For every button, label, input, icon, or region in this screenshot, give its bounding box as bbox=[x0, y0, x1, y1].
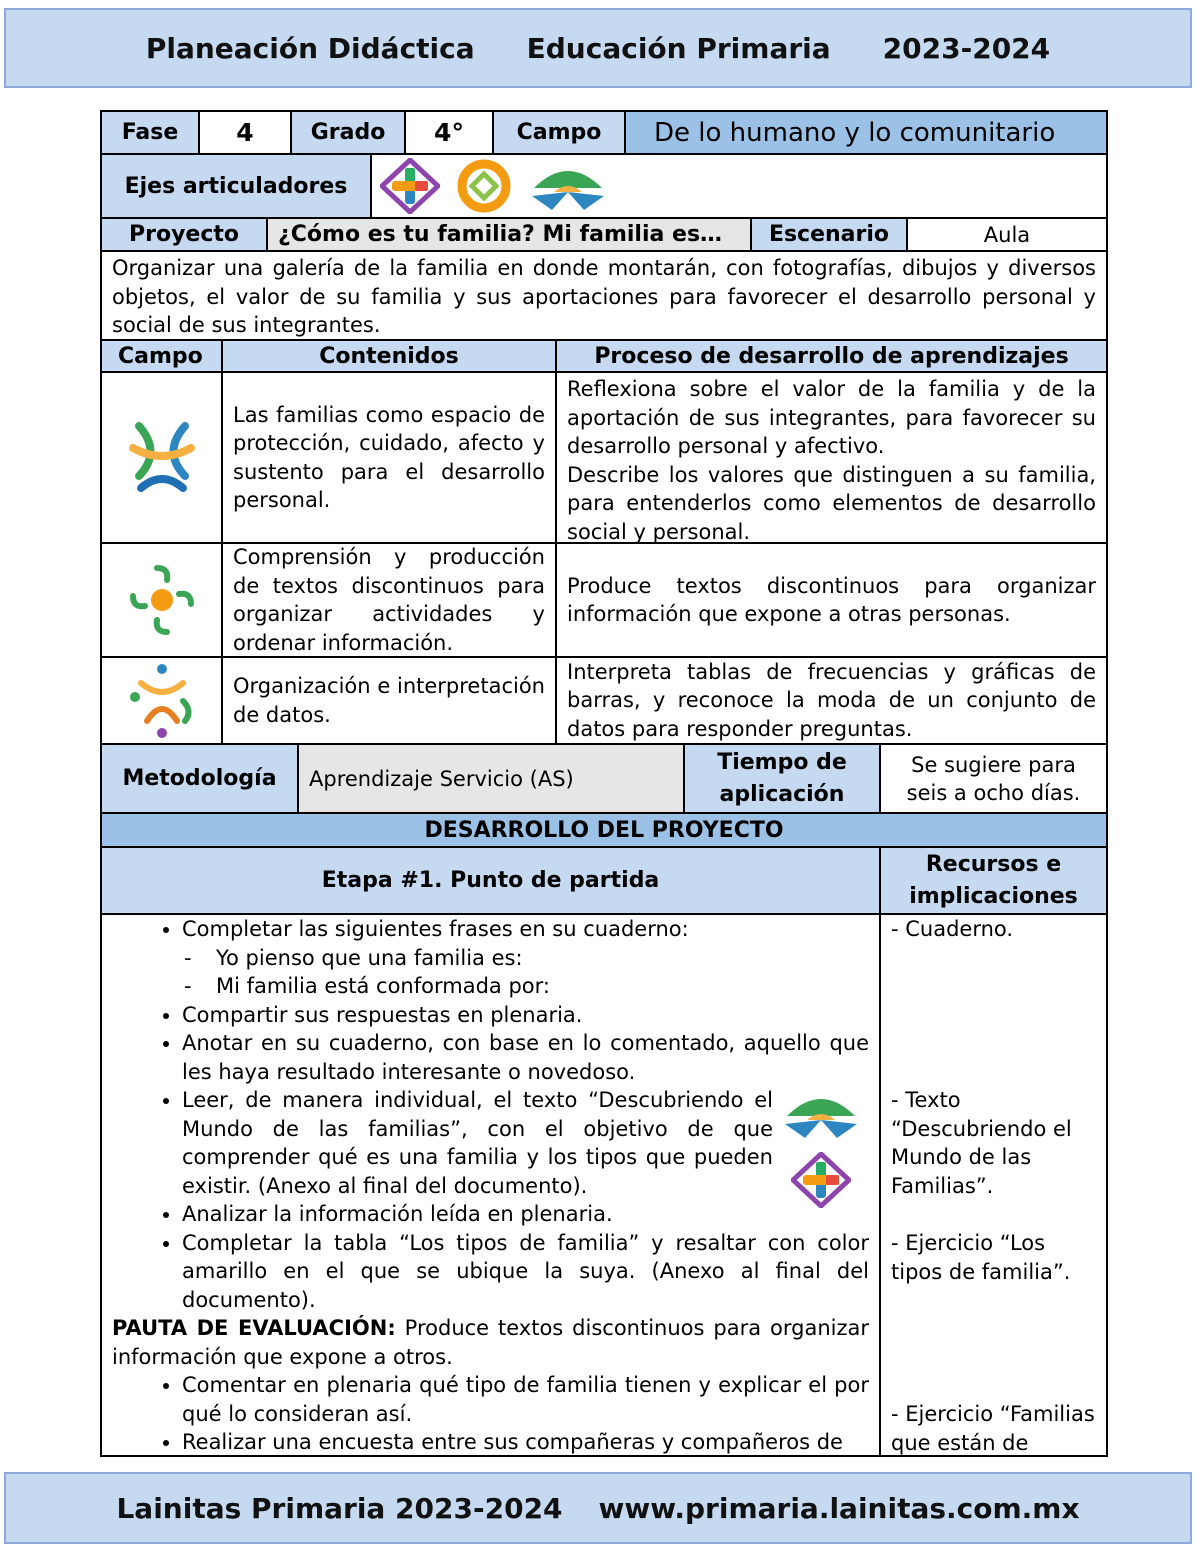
proyecto-value: ¿Cómo es tu familia? Mi familia es… bbox=[268, 219, 752, 252]
contenido-cell: Las familias como espacio de protección, cuidado, afecto y sustento para el desarrollo personal. bbox=[223, 373, 557, 544]
campo-header: Campo bbox=[102, 341, 223, 373]
recursos-cell bbox=[881, 915, 1106, 1455]
activity-list bbox=[102, 915, 869, 944]
inclusion-icon bbox=[775, 1152, 871, 1208]
desarrollo-title-row bbox=[102, 814, 1106, 848]
list-item: - Mi familia está conformada por: bbox=[216, 972, 869, 1001]
list-item: • Completar las siguientes frases en su cuaderno: bbox=[182, 915, 869, 944]
list-item: - Yo pienso que una familia es: bbox=[216, 944, 869, 973]
saberes-pensamiento-cientifico-icon bbox=[102, 658, 223, 745]
activity-list bbox=[102, 1200, 869, 1314]
list-item: • Anotar en su cuaderno, con base en lo comentado, aquello que les haya resultado interesante o novedoso. bbox=[182, 1029, 869, 1086]
list-item: • Analizar la información leída en plenaria. bbox=[182, 1200, 869, 1229]
planeacion-table bbox=[100, 110, 1108, 1457]
proceso-header: Proceso de desarrollo de aprendizajes bbox=[557, 341, 1106, 373]
list-item: • Completar la tabla “Los tipos de familia” y resaltar con color amarillo en el que se ubique la suya. (Anexo al final del documento). bbox=[182, 1229, 869, 1315]
content-row bbox=[102, 373, 1106, 544]
activity-list bbox=[102, 1371, 869, 1455]
lenguajes-icon bbox=[102, 544, 223, 658]
fase-value: 4 bbox=[200, 112, 292, 155]
activities-cell bbox=[102, 915, 881, 1455]
content-row bbox=[102, 544, 1106, 658]
interculturalidad-icon bbox=[454, 158, 514, 214]
recurso-item: - Cuaderno. bbox=[891, 917, 1014, 941]
pauta-evaluacion bbox=[102, 1314, 869, 1371]
escenario-value: Aula bbox=[908, 219, 1106, 252]
grado-label: Grado bbox=[292, 112, 406, 155]
tiempo-value: Se sugiere para seis a ocho días. bbox=[881, 745, 1106, 814]
header-banner bbox=[4, 8, 1192, 88]
metodologia-value: Aprendizaje Servicio (AS) bbox=[299, 745, 685, 814]
content-row bbox=[102, 658, 1106, 745]
recurso-item: - Ejercicio “Familias que están de bbox=[891, 1402, 1095, 1455]
footer-brand: Lainitas Primaria 2023-2024 bbox=[116, 1491, 563, 1525]
header-title: Planeación Didáctica bbox=[145, 31, 475, 65]
vida-saludable-icon bbox=[528, 158, 608, 214]
contents-header-row bbox=[102, 341, 1106, 373]
header-level: Educación Primaria bbox=[526, 31, 831, 65]
proceso-text-2: Describe los valores que distinguen a su familia, para entenderlos como elementos de desarrollo social y personal. bbox=[567, 462, 1096, 544]
footer-banner bbox=[4, 1472, 1192, 1544]
recurso-item: - Texto “Descubriendo el Mundo de las Familias”. bbox=[891, 1088, 1072, 1198]
humano-comunitario-icon bbox=[102, 373, 223, 544]
proceso-cell: Interpreta tablas de frecuencias y gráficas de barras, y reconoce la moda de un conjunto de datos para responder preguntas. bbox=[557, 658, 1106, 745]
contenido-cell: Comprensión y producción de textos discontinuos para organizar actividades y ordenar información. bbox=[223, 544, 557, 658]
header-year: 2023-2024 bbox=[882, 31, 1051, 65]
contenido-cell: Organización e interpretación de datos. bbox=[223, 658, 557, 745]
descripcion-row bbox=[102, 252, 1106, 341]
etapa-row bbox=[102, 848, 1106, 915]
escenario-label: Escenario bbox=[752, 219, 908, 252]
pauta-label: PAUTA DE EVALUACIÓN: bbox=[112, 1316, 396, 1340]
proceso-cell: Produce textos discontinuos para organizar información que expone a otras personas. bbox=[557, 544, 1106, 658]
proyecto-row bbox=[102, 219, 1106, 252]
recursos-header: Recursos e implicaciones bbox=[881, 848, 1106, 915]
list-item: • Leer, de manera individual, el texto “Descubriendo el Mundo de las familias”, con el objetivo de que comprender qué es una familia y los tipos que pueden existir. (Anexo al final del documento). bbox=[182, 1086, 773, 1200]
etapa-title: Etapa #1. Punto de partida bbox=[102, 848, 881, 915]
reading-activity bbox=[102, 1086, 869, 1200]
ejes-row bbox=[102, 155, 1106, 219]
pauta-text: Produce textos discontinuos para organizar información que expone a otros. bbox=[112, 1316, 869, 1369]
descripcion-text: Organizar una galería de la familia en donde montarán, con fotografías, dibujos y diversos objetos, el valor de su familia y sus aportaciones para favorecer el desarrollo personal y social de sus integrantes. bbox=[102, 252, 1106, 341]
info-row bbox=[102, 112, 1106, 155]
activity-list bbox=[102, 1086, 869, 1200]
proceso-cell bbox=[557, 373, 1106, 544]
recurso-item: - Ejercicio “Los tipos de familia”. bbox=[891, 1231, 1071, 1284]
metodologia-row bbox=[102, 745, 1106, 814]
desarrollo-title: DESARROLLO DEL PROYECTO bbox=[102, 814, 1106, 848]
reading-icons bbox=[775, 1086, 871, 1208]
list-item: • Realizar una encuesta entre sus compañeras y compañeros de bbox=[182, 1428, 869, 1455]
fase-label: Fase bbox=[102, 112, 200, 155]
activities-row bbox=[102, 915, 1106, 1455]
contenidos-header: Contenidos bbox=[223, 341, 557, 373]
grado-value: 4° bbox=[406, 112, 494, 155]
ejes-icons bbox=[372, 155, 1106, 219]
footer-url[interactable]: www.primaria.lainitas.com.mx bbox=[598, 1491, 1080, 1525]
tiempo-label: Tiempo de aplicación bbox=[685, 745, 881, 814]
phrase-list bbox=[102, 944, 869, 1001]
list-item: • Comentar en plenaria qué tipo de familia tienen y explicar el por qué lo consideran así. bbox=[182, 1371, 869, 1428]
proyecto-label: Proyecto bbox=[102, 219, 268, 252]
campo-value: De lo humano y lo comunitario bbox=[626, 112, 1106, 155]
list-item: • Compartir sus respuestas en plenaria. bbox=[182, 1001, 869, 1030]
ejes-label: Ejes articuladores bbox=[102, 155, 372, 219]
campo-label: Campo bbox=[494, 112, 626, 155]
activity-list bbox=[102, 1001, 869, 1087]
inclusion-icon bbox=[380, 158, 440, 214]
vida-saludable-icon bbox=[775, 1086, 871, 1142]
proceso-text: Reflexiona sobre el valor de la familia y de la aportación de sus integrantes, para favorecer su desarrollo personal y afectivo. bbox=[567, 377, 1096, 458]
metodologia-label: Metodología bbox=[102, 745, 299, 814]
